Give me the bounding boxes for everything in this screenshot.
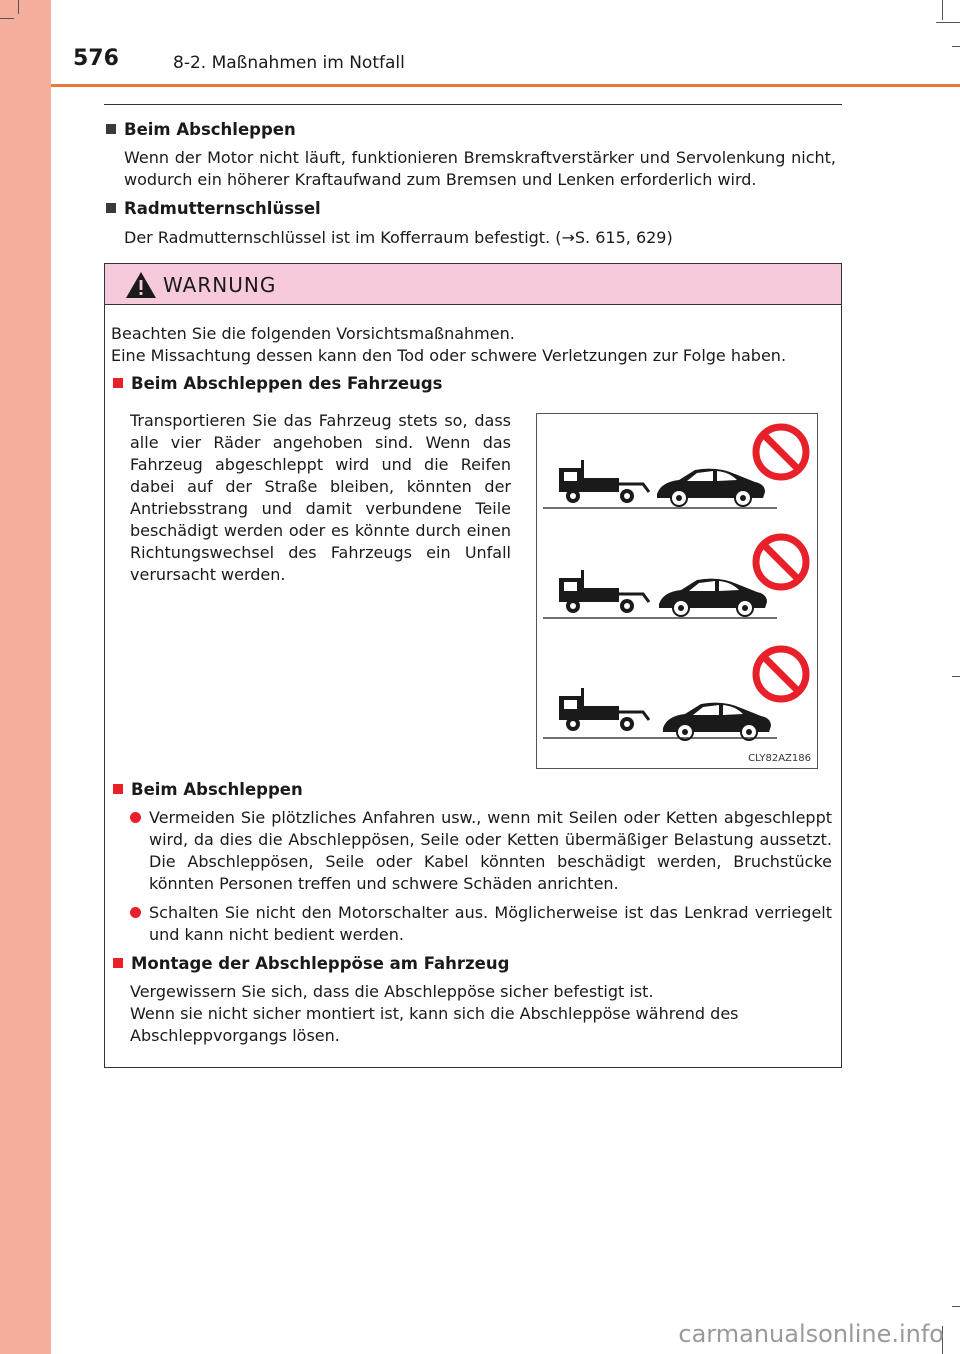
paragraph: Wenn der Motor nicht läuft, funktionieren Bremskraftverstärker und Servolenkung nicht, wodurch ein höherer Kraftaufwand zum Bremsen und Lenken erforderlich wird. xyxy=(124,148,836,189)
tow-truck-icon xyxy=(559,460,649,503)
square-bullet-icon xyxy=(113,378,123,388)
crop-mark xyxy=(18,0,19,14)
header-rule xyxy=(51,84,960,87)
warning-paragraph: Wenn sie nicht sicher montiert ist, kann sich die Abschleppöse während des Abschleppvorgangs lösen. xyxy=(130,1004,739,1045)
side-strip xyxy=(0,0,51,1354)
crop-mark xyxy=(0,18,14,19)
page-header xyxy=(51,0,960,86)
crop-mark xyxy=(952,1306,960,1307)
tow-truck-icon xyxy=(559,570,649,613)
warning-header xyxy=(105,264,841,305)
circle-bullet-icon xyxy=(130,907,141,918)
paragraph: Der Radmutternschlüssel ist im Kofferraum befestigt. (→S. 615, 629) xyxy=(124,228,673,247)
prohibited-sign-icon xyxy=(756,427,806,477)
crop-mark xyxy=(952,46,960,47)
car-icon xyxy=(657,469,765,506)
warning-triangle-icon xyxy=(125,271,157,299)
bullet-item xyxy=(130,807,832,895)
crop-mark xyxy=(942,0,943,20)
circle-bullet-icon xyxy=(130,812,141,823)
warning-intro-1: Beachten Sie die folgenden Vorsichtsmaßnahmen. xyxy=(111,324,515,343)
subheading-text: Beim Abschleppen des Fahrzeugs xyxy=(131,374,443,393)
content-top-rule xyxy=(104,104,842,105)
square-bullet-icon xyxy=(106,203,116,213)
warning-paragraph: Vergewissern Sie sich, dass die Abschleppöse sicher befestigt ist. xyxy=(130,982,654,1001)
square-bullet-icon xyxy=(113,958,123,968)
warning-subheading xyxy=(113,954,509,973)
subheading xyxy=(106,199,321,218)
subheading-text: Montage der Abschleppöse am Fahrzeug xyxy=(131,954,510,973)
towing-illustration xyxy=(537,414,817,768)
prohibited-sign-icon xyxy=(756,649,806,699)
warning-subheading xyxy=(113,780,303,799)
prohibited-sign-icon xyxy=(756,537,806,587)
warning-intro-2: Eine Missachtung dessen kann den Tod oder schwere Verletzungen zur Folge haben. xyxy=(111,346,787,365)
towing-figure xyxy=(536,413,818,769)
page-number: 576 xyxy=(73,46,119,71)
bullet-item xyxy=(130,902,832,946)
tow-truck-icon xyxy=(559,688,649,731)
watermark: carmanualsonline.info xyxy=(678,1320,944,1348)
car-icon xyxy=(659,579,767,616)
crop-mark xyxy=(936,22,960,23)
subheading-text: Beim Abschleppen xyxy=(131,780,303,799)
warning-paragraph: Transportieren Sie das Fahrzeug stets so, dass alle vier Räder angehoben sind. Wenn das Fahrzeug abgeschleppt wird und die Reifen dabei auf der Straße bleiben, könnten der Antriebsstrang und damit verbundene Teile beschädigt werden oder es könnte durch einen Richtungswechsel des Fahrzeugs ein Unfall verursacht werden. xyxy=(130,411,511,584)
bullet-text: Vermeiden Sie plötzliches Anfahren usw., wenn mit Seilen oder Ketten abgeschleppt wird, da dies die Abschleppösen, Seile oder Ketten übermäßiger Belastung aussetzt. Die Abschleppösen, Seile oder Kabel könnten beschädigt werden, Bruchstücke könnten Personen treffen und schwere Schäden anrichten. xyxy=(149,808,832,893)
warning-subheading xyxy=(113,374,443,393)
crop-mark xyxy=(952,676,960,677)
square-bullet-icon xyxy=(106,124,116,134)
subheading xyxy=(106,120,296,139)
square-bullet-icon xyxy=(113,784,123,794)
car-icon xyxy=(663,703,771,740)
subheading-text: Beim Abschleppen xyxy=(124,120,296,139)
warning-box xyxy=(104,263,842,1068)
subheading-text: Radmutternschlüssel xyxy=(124,199,321,218)
section-title: 8-2. Maßnahmen im Notfall xyxy=(173,53,405,73)
warning-title: WARNUNG xyxy=(163,273,277,297)
bullet-text: Schalten Sie nicht den Motorschalter aus. Möglicherweise ist das Lenkrad verriegelt und kann nicht bedient werden. xyxy=(149,903,832,944)
figure-caption: CLY82AZ186 xyxy=(748,753,811,764)
